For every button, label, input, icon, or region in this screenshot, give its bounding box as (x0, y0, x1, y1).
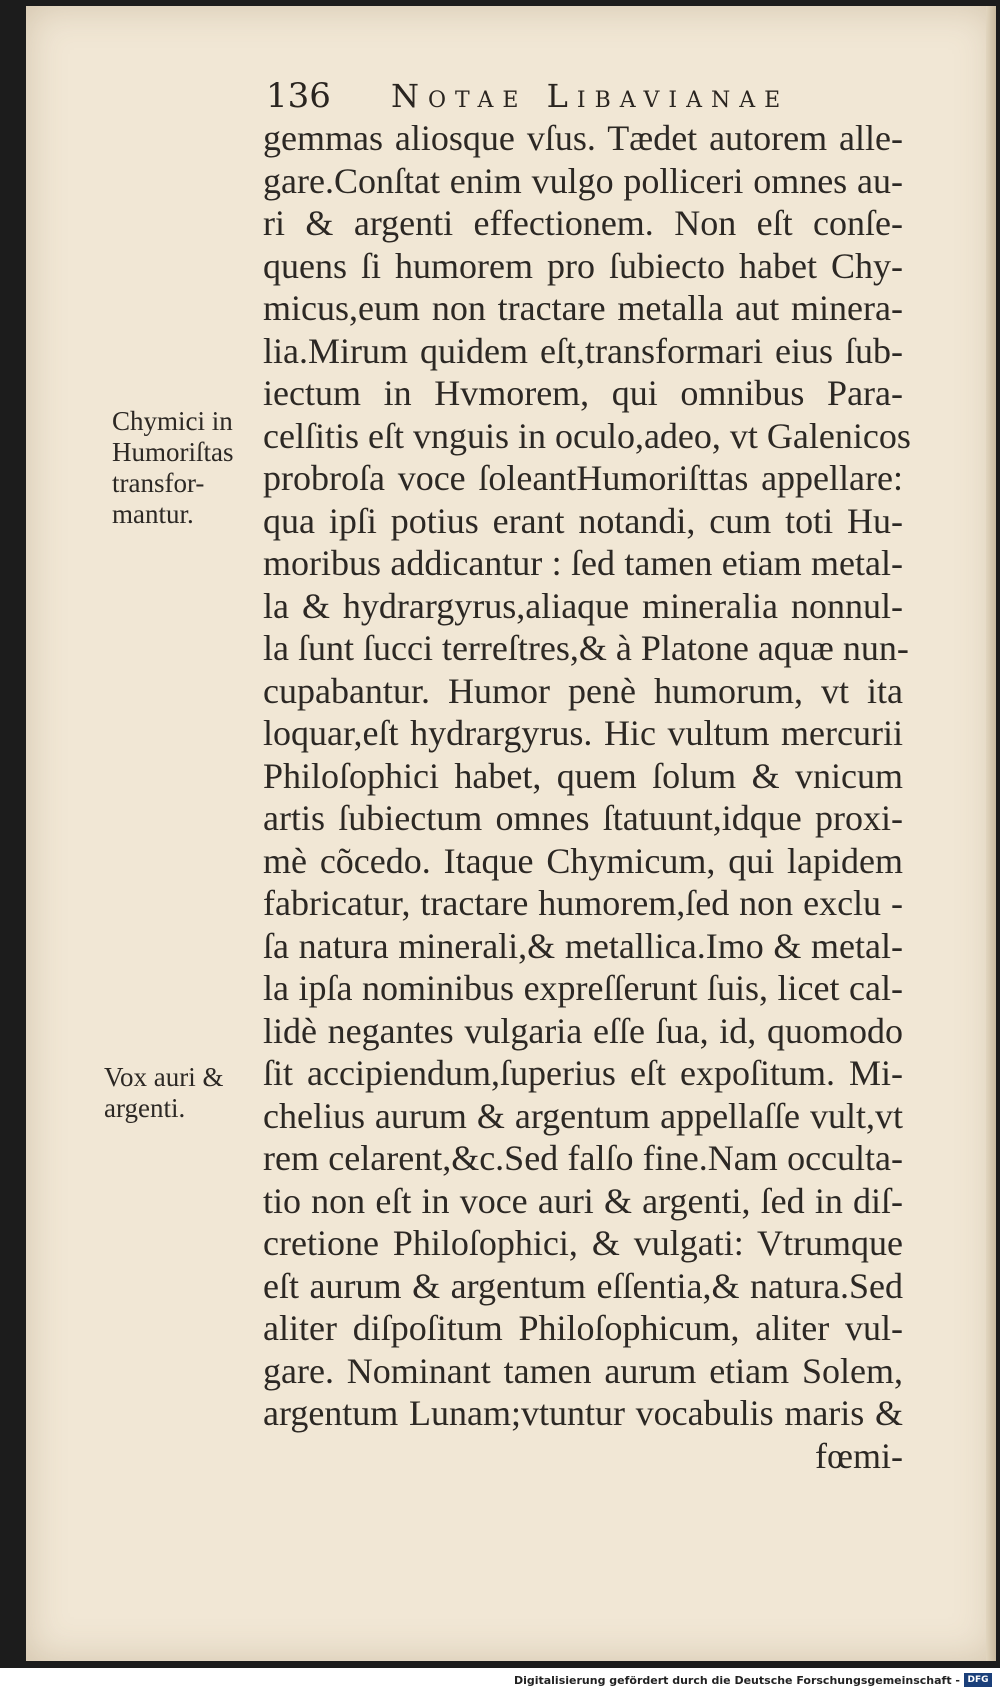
text-line: Philoſophici habet, quem ſolum & vnicum (263, 755, 903, 796)
marginal-line: Vox auri & (104, 1062, 224, 1092)
marginal-line: Humoriſtas (112, 437, 234, 467)
dfg-logo: DFG (964, 1673, 992, 1687)
text-line: aliter diſpoſitum Philoſophicum, aliter vul- (263, 1308, 903, 1348)
text-line: micus,eum non tractare metalla aut minera- (263, 288, 903, 328)
text-line: moribus addicantur : ſed tamen etiam metal- (263, 543, 903, 583)
text-line: ſit accipiendum,ſuperius eſt expoſitum. Mi- (263, 1053, 903, 1093)
page-header (261, 72, 881, 120)
text-line: lidè negantes vulgaria eſſe ſua, id, quomodo (263, 1010, 903, 1051)
footer-bar (0, 1668, 1000, 1695)
text-line: artis ſubiectum omnes ſtatuunt,idque proxi- (263, 798, 903, 838)
text-line: la ſunt ſucci terreſtres,& à Platone aquæ nun- (263, 628, 909, 668)
text-line: chelius aurum & argentum appellaſſe vult,vt (263, 1095, 903, 1136)
text-line: lia.Mirum quidem eſt,transformari eius ſub- (263, 330, 903, 371)
text-line: gare. Nominant tamen aurum etiam Solem, (263, 1350, 903, 1391)
text-line: rem celarent,&c.Sed falſo fine.Nam occulta- (263, 1138, 903, 1178)
text-line: gare.Conſtat enim vulgo polliceri omnes au- (263, 160, 903, 201)
page-edge (986, 6, 996, 1661)
text-line: celſitis eſt vnguis in oculo,adeo, vt Galenicos (263, 415, 911, 456)
text-line: la & hydrargyrus,aliaque mineralia nonnul- (263, 585, 903, 626)
text-line: qua ipſi potius erant notandi, cum toti Hu- (263, 500, 903, 541)
text-line: ſa natura minerali,& metallica.Imo & metal- (263, 925, 903, 966)
text-line: fœmi- (815, 1435, 903, 1476)
text-line: quens ſi humorem pro ſubiecto habet Chy- (263, 245, 903, 286)
marginal-line: Chymici in (112, 406, 233, 436)
text-line: iectum in Hvmorem, qui omnibus Para- (263, 373, 903, 413)
marginal-note (104, 1062, 264, 1124)
marginal-line: transfor- (112, 468, 205, 498)
text-line: eſt aurum & argentum eſſentia,& natura.Sed (263, 1265, 903, 1306)
text-line: argentum Lunam;vtuntur vocabulis maris & (263, 1393, 903, 1433)
text-line: loquar,eſt hydrargyrus. Hic vultum mercurii (263, 713, 903, 753)
marginal-line: mantur. (112, 499, 194, 529)
text-line: mè cõcedo. Itaque Chymicum, qui lapidem (263, 840, 903, 881)
text-line: la ipſa nominibus expreſſerunt ſuis, licet cal- (263, 968, 903, 1008)
marginal-line: argenti. (104, 1093, 186, 1123)
text-line: tio non eſt in voce auri & argenti, ſed in diſ- (263, 1180, 903, 1221)
body-text (263, 117, 911, 1477)
marginal-note (112, 406, 272, 530)
text-line: probroſa voce ſoleantHumoriſttas appellare: (263, 458, 903, 498)
digitization-credit: Digitalisierung gefördert durch die Deutsche Forschungsgemeinschaft - (513, 1674, 960, 1687)
page-number: 136 (266, 76, 331, 116)
running-title: Notae Libavianae (391, 77, 790, 115)
text-line: cupabantur. Humor penè humorum, vt ita (263, 670, 903, 711)
text-line: gemmas aliosque vſus. Tædet autorem alle- (263, 118, 903, 158)
text-line: fabricatur, tractare humorem,ſed non exclu - (263, 883, 903, 923)
text-line: cretione Philoſophici, & vulgati: Vtrumque (263, 1223, 903, 1263)
text-line: ri & argenti effectionem. Non eſt conſe- (263, 203, 903, 243)
